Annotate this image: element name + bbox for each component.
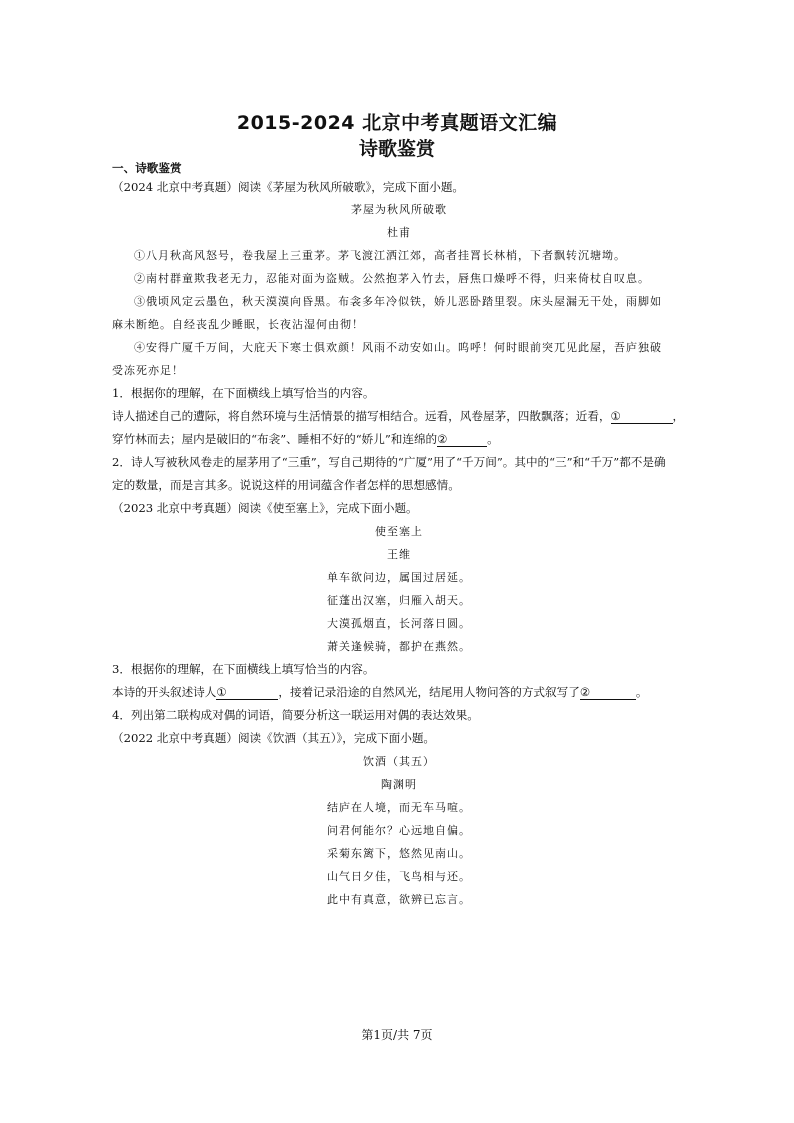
question-1-punct-a: ， [672, 409, 685, 423]
page-number-footer: 第1页/共 7页 [361, 1028, 433, 1042]
intro-2024: （2024 北京中考真题）阅读《茅屋为秋风所破歌》，完成下面小题。 [112, 180, 465, 194]
poem2-title: 使至塞上 [375, 525, 423, 538]
question-3-text-c: 。 [635, 685, 648, 699]
intro-2023: （2023 北京中考真题）阅读《使至塞上》，完成下面小题。 [112, 501, 418, 515]
poem2-author: 王维 [387, 548, 411, 561]
poem2-line: 萧关逢候骑，都护在燕然。 [327, 640, 471, 653]
poem1-paragraph-1: ①八月秋高风怒号，卷我屋上三重茅。茅飞渡江洒江郊，高者挂罥长林梢，下者飘转沉塘坳。 [134, 249, 626, 262]
question-1-punct-b: 。 [487, 432, 499, 446]
poem1-author: 杜甫 [387, 226, 411, 239]
question-1-text-a: 诗人描述自己的遭际，将自然环境与生活情景的描写相结合。远看，风卷屋茅，四散飘落；近看， [112, 409, 611, 423]
poem3-line: 此中有真意，欲辨已忘言。 [327, 893, 471, 906]
question-2-line-2: 定的数量，而是言其多。说说这样的用词蕴含作者怎样的思想感情。 [112, 478, 460, 492]
answer-blank-1[interactable]: ① [611, 409, 673, 424]
poem3-line: 问君何能尔？心远地自偏。 [327, 824, 471, 837]
section-heading: 一、诗歌鉴赏 [112, 161, 182, 175]
poem1-paragraph-4b: 受冻死亦足！ [112, 364, 184, 377]
poem3-line: 采菊东篱下，悠然见南山。 [327, 847, 471, 860]
poem1-paragraph-3b: 麻未断绝。自经丧乱少睡眠，长夜沾湿何由彻！ [112, 318, 364, 331]
poem3-author: 陶渊明 [381, 778, 417, 791]
question-1-prompt: 1．根据你的理解，在下面横线上填写恰当的内容。 [112, 386, 375, 400]
poem3-line: 结庐在人境，而无车马喧。 [327, 801, 471, 814]
document-title: 2015-2024 北京中考真题语文汇编 [236, 112, 558, 134]
poem3-title: 饮酒（其五） [363, 755, 435, 768]
poem2-line: 征蓬出汉塞，归雁入胡天。 [327, 594, 471, 607]
question-3-line [112, 681, 686, 704]
question-1-line-1 [112, 405, 686, 428]
question-4: 4．列出第二联构成对偶的词语，简要分析这一联运用对偶的表达效果。 [112, 708, 479, 722]
document-subtitle: 诗歌鉴赏 [358, 138, 435, 160]
question-3-prompt: 3．根据你的理解，在下面横线上填写恰当的内容。 [112, 662, 375, 676]
poem1-paragraph-2: ②南村群童欺我老无力，忍能对面为盗贼。公然抱茅入竹去，唇焦口燥呼不得，归来倚杖自叹息。 [134, 272, 650, 285]
poem3-line: 山气日夕佳，飞鸟相与还。 [327, 870, 471, 883]
poem1-paragraph-4a: ④安得广厦千万间，大庇天下寒士俱欢颜！风雨不动安如山。呜呼！何时眼前突兀见此屋，吾庐独破 [134, 341, 662, 354]
poem1-title: 茅屋为秋风所破歌 [351, 203, 447, 216]
answer-blank-3[interactable]: ① [216, 685, 278, 700]
intro-2022: （2022 北京中考真题）阅读《饮酒（其五）》，完成下面小题。 [112, 731, 436, 745]
question-1-line-2 [112, 428, 686, 451]
question-2-line-1: 2．诗人写被秋风卷走的屋茅用了“三重”，写自己期待的“广厦”用了“千万间”。其中的“三”和“千万”都不是确 [112, 455, 666, 469]
poem1-paragraph-3a: ③俄顷风定云墨色，秋天漠漠向昏黑。布衾多年冷似铁，娇儿恶卧踏里裂。床头屋漏无干处，雨脚如 [134, 295, 662, 308]
answer-blank-4[interactable]: ② [580, 685, 636, 700]
document-body [112, 160, 686, 911]
poem2-line: 单车欲问边，属国过居延。 [327, 571, 471, 584]
answer-blank-2[interactable]: ② [437, 432, 487, 447]
poem2-line: 大漠孤烟直，长河落日圆。 [327, 617, 471, 630]
question-3-text-a: 本诗的开头叙述诗人 [112, 685, 217, 699]
question-1-text-b: 穿竹林而去；屋内是破旧的“布衾”、睡相不好的“娇儿”和连绵的 [112, 432, 438, 446]
question-3-text-b: ，接着记录沿途的自然风光，结尾用人物问答的方式叙写了 [278, 685, 580, 699]
